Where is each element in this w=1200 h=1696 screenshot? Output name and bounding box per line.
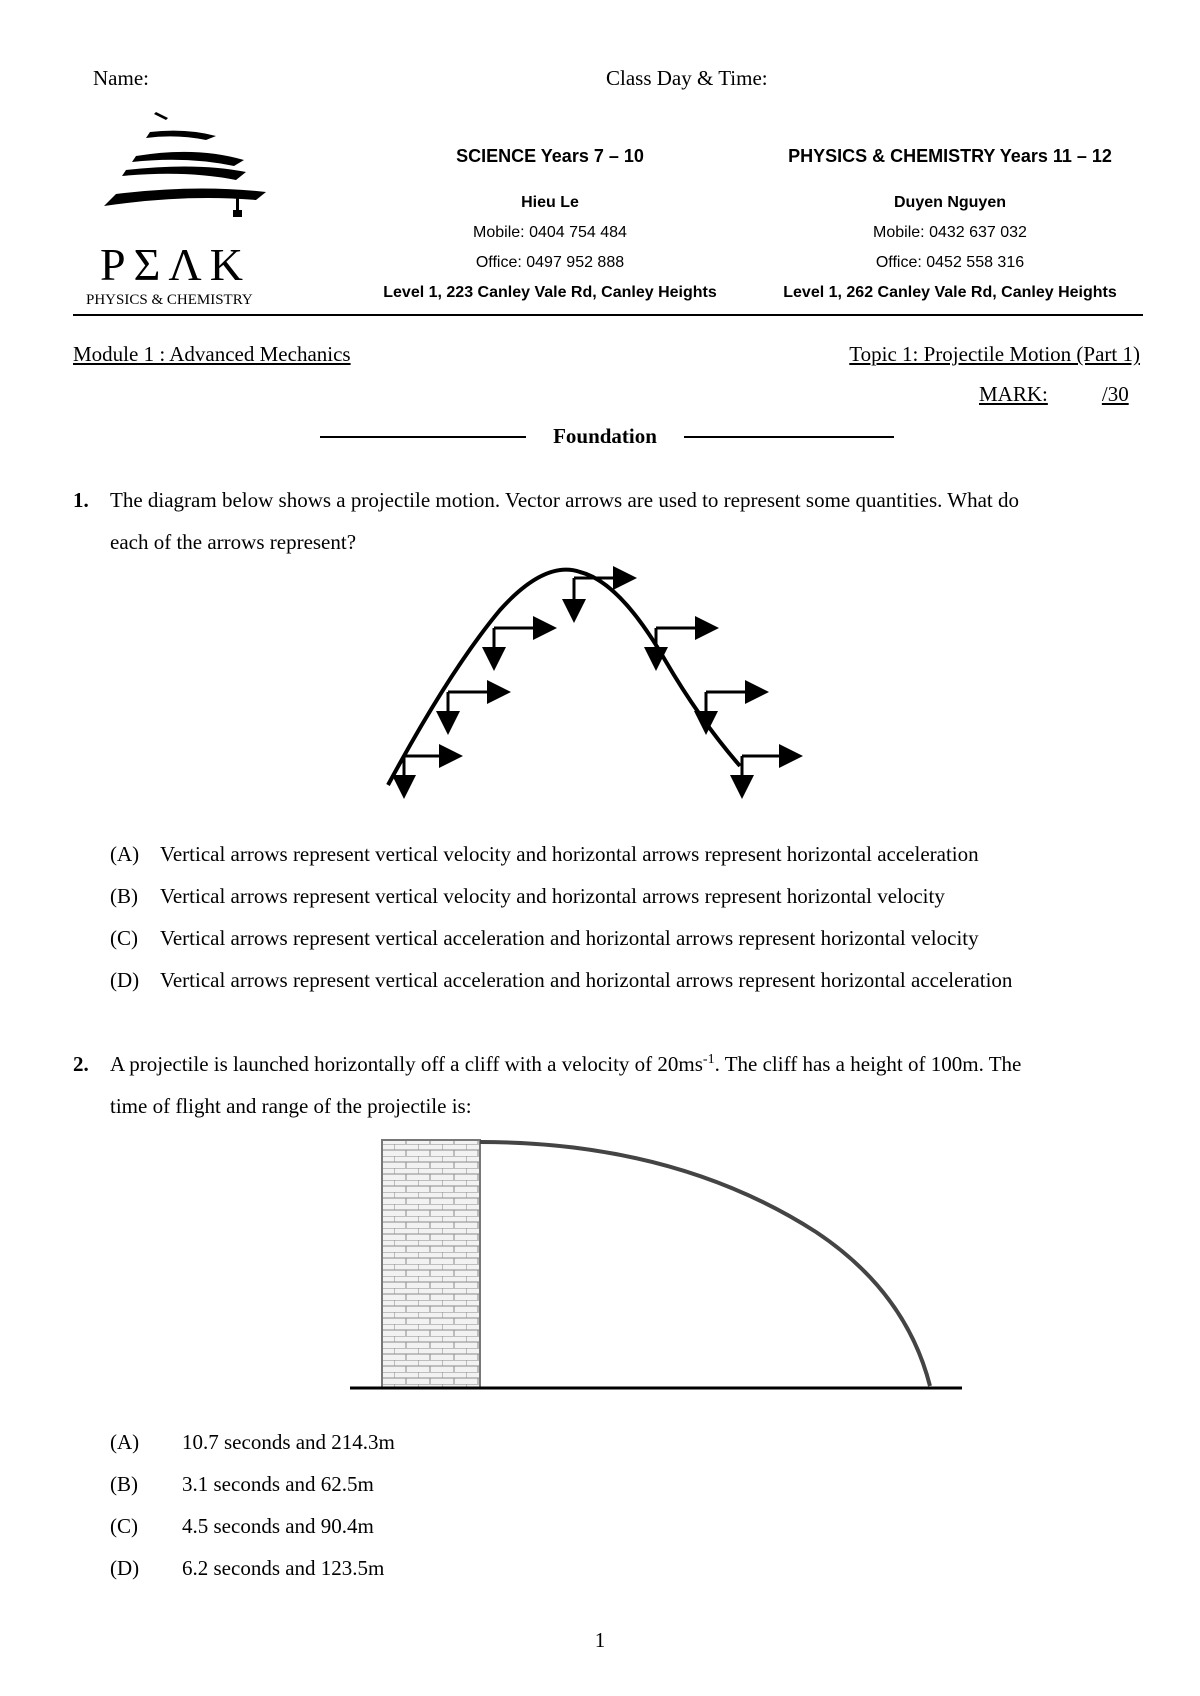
science-address: Level 1, 223 Canley Vale Rd, Canley Heights xyxy=(383,284,717,301)
mark-field xyxy=(979,382,1129,407)
q2-option-d-label: (D) xyxy=(110,1556,140,1580)
cliff xyxy=(382,1140,480,1388)
name-label: Name: xyxy=(93,66,149,90)
q2-text-sup: -1 xyxy=(702,1052,715,1067)
science-teacher: Hieu Le xyxy=(521,194,579,211)
q1-option-c-text: Vertical arrows represent vertical acceleration and horizontal arrows represent horizontal velocity xyxy=(160,926,979,950)
q1-option-d[interactable] xyxy=(110,968,1012,993)
q1-option-b[interactable] xyxy=(110,884,945,909)
q1-text-line1: The diagram below shows a projectile motion. Vector arrows are used to represent some quantities. What do xyxy=(110,488,1019,512)
q2-option-d[interactable] xyxy=(110,1556,384,1581)
mark-total: /30 xyxy=(1101,382,1129,406)
q2-text-line2: time of flight and range of the projectile is: xyxy=(110,1094,472,1118)
physchem-teacher: Duyen Nguyen xyxy=(893,194,1006,211)
graduation-cap-icon xyxy=(96,108,306,218)
q2-text-line1 xyxy=(110,1052,1021,1077)
q2-cliff-diagram xyxy=(346,1132,966,1394)
peak-logo xyxy=(86,108,306,308)
science-title: SCIENCE Years 7 – 10 xyxy=(456,146,644,166)
q1-option-c-label: (C) xyxy=(110,926,138,950)
science-contact xyxy=(360,144,740,308)
q2-text-post: . The cliff has a height of 100m. The xyxy=(714,1052,1022,1076)
section-rule-left xyxy=(320,436,526,438)
header-divider xyxy=(73,314,1143,316)
q1-projectile-diagram xyxy=(370,560,830,810)
q2-option-c-label: (C) xyxy=(110,1514,138,1538)
q2-option-b-label: (B) xyxy=(110,1472,138,1496)
q2-number: 2. xyxy=(73,1052,89,1076)
trajectory-curve xyxy=(480,1142,930,1386)
q2-option-a-label: (A) xyxy=(110,1430,140,1454)
q1-option-b-text: Vertical arrows represent vertical velocity and horizontal arrows represent horizontal velocity xyxy=(160,884,945,908)
mark-label: MARK: xyxy=(979,382,1048,406)
q1-option-a-text: Vertical arrows represent vertical velocity and horizontal arrows represent horizontal acceleration xyxy=(160,842,979,866)
class-day-time-label: Class Day & Time: xyxy=(606,66,768,90)
section-rule-right xyxy=(684,436,894,438)
topic-title: Topic 1: Projectile Motion (Part 1) xyxy=(849,342,1140,366)
physchem-mobile: Mobile: 0432 637 032 xyxy=(873,224,1027,241)
physchem-office: Office: 0452 558 316 xyxy=(875,254,1025,271)
q1-option-d-label: (D) xyxy=(110,968,140,992)
q2-option-a[interactable] xyxy=(110,1430,395,1455)
q2-option-c[interactable] xyxy=(110,1514,374,1539)
logo-brand: PΣΛK xyxy=(100,239,251,290)
q1-option-a[interactable] xyxy=(110,842,979,867)
science-office: Office: 0497 952 888 xyxy=(475,254,625,271)
q1-number: 1. xyxy=(73,488,89,512)
physchem-title: PHYSICS & CHEMISTRY Years 11 – 12 xyxy=(788,146,1112,166)
q2-option-c-text: 4.5 seconds and 90.4m xyxy=(182,1514,374,1538)
q2-option-d-text: 6.2 seconds and 123.5m xyxy=(182,1556,385,1580)
q2-option-b-text: 3.1 seconds and 62.5m xyxy=(182,1472,374,1496)
q2-text-pre: A projectile is launched horizontally off a cliff with a velocity of 20ms xyxy=(110,1052,703,1076)
trajectory-curve xyxy=(388,570,740,785)
page-number: 1 xyxy=(594,1628,606,1652)
q2-option-a-text: 10.7 seconds and 214.3m xyxy=(182,1430,395,1454)
q1-option-d-text: Vertical arrows represent vertical acceleration and horizontal arrows represent horizontal acceleration xyxy=(160,968,1013,992)
physchem-address: Level 1, 262 Canley Vale Rd, Canley Heights xyxy=(783,284,1117,301)
q1-text-line2: each of the arrows represent? xyxy=(110,530,357,554)
q1-option-c[interactable] xyxy=(110,926,979,951)
q1-option-b-label: (B) xyxy=(110,884,138,908)
section-heading: Foundation xyxy=(553,424,657,448)
module-title: Module 1 : Advanced Mechanics xyxy=(73,342,351,366)
q1-option-a-label: (A) xyxy=(110,842,140,866)
q2-option-b[interactable] xyxy=(110,1472,374,1497)
science-mobile: Mobile: 0404 754 484 xyxy=(473,224,627,241)
physchem-contact xyxy=(750,144,1150,308)
logo-subtitle: PHYSICS & CHEMISTRY xyxy=(86,292,253,308)
